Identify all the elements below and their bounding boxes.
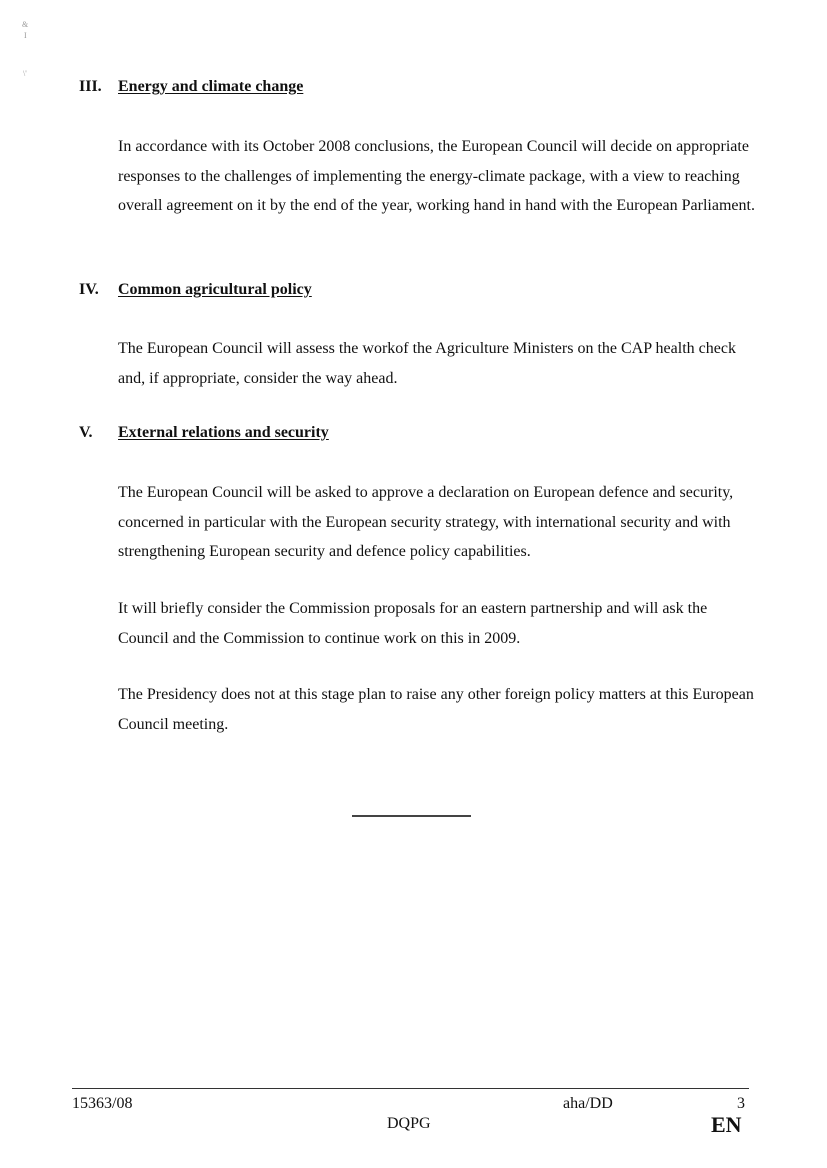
scan-mark: & [22, 20, 29, 29]
footer-rule [72, 1088, 749, 1089]
paragraph: It will briefly consider the Commission proposals for an eastern partnership and will ask the Council and the Commission to continue work on this in 2009. [118, 600, 708, 647]
scan-mark: \' [23, 69, 27, 78]
section-title: External relations and security [118, 424, 329, 441]
paragraph: The European Council will be asked to approve a declaration on European defence and security, concerned in particular with the European security strategy, with international security and with strengthening European security and defence policy capabilities. [118, 484, 734, 560]
paragraph: The European Council will assess the workof the Agriculture Ministers on the CAP health check and, if appropriate, consider the way ahead. [118, 340, 736, 387]
section-heading-energy [79, 78, 303, 96]
paragraph: In accordance with its October 2008 conclusions, the European Council will decide on appropriate responses to the challenges of implementing the energy-climate package, with a view to reaching overall agreement on it by the end of the year, working hand in hand with the European Parliament. [118, 138, 755, 214]
section-number: III. [79, 78, 102, 95]
section-number: V. [79, 424, 93, 441]
section-title: Common agricultural policy [118, 281, 312, 298]
department-code: DQPG [387, 1115, 431, 1132]
scan-mark: I [24, 31, 27, 40]
section-title: Energy and climate change [118, 78, 304, 95]
page-number: 3 [737, 1095, 745, 1112]
end-separator-line [352, 815, 471, 817]
document-number: 15363/08 [72, 1095, 133, 1112]
section-heading-agriculture [79, 281, 312, 299]
language-code: EN [711, 1112, 742, 1137]
paragraph: The Presidency does not at this stage plan to raise any other foreign policy matters at this European Council meeting. [118, 686, 754, 733]
author-initials: aha/DD [563, 1095, 613, 1112]
section-number: IV. [79, 281, 99, 298]
section-heading-external-relations [79, 424, 329, 442]
